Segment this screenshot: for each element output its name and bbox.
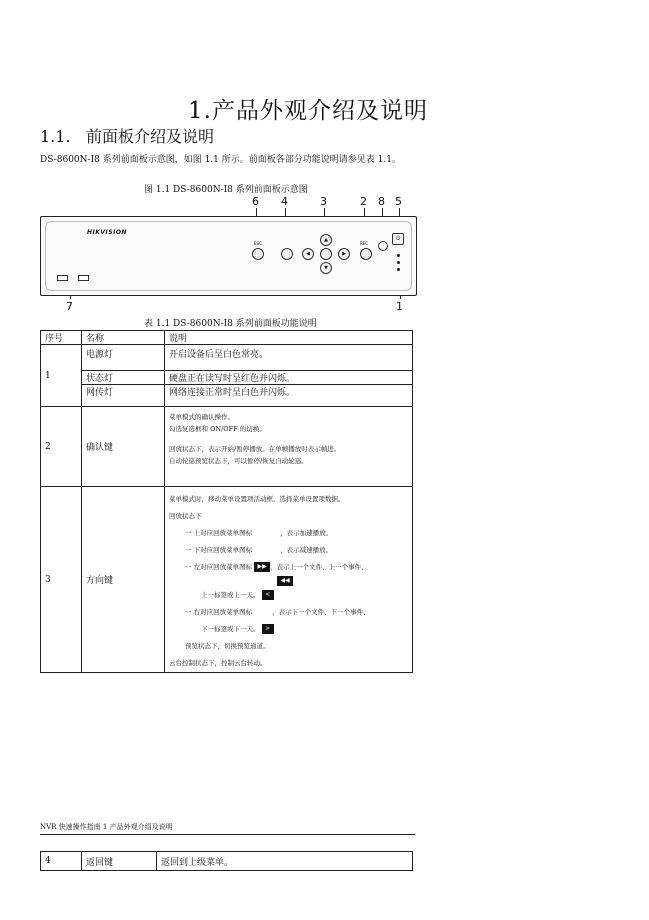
rec-label: REC: [360, 241, 369, 246]
desc-line: [169, 621, 408, 638]
chapter-title: 1.产品外观介绍及说明: [188, 98, 428, 124]
desc-line: 回放状态下，表示开始/暂停播放。在单帧播放时表示帧进。: [169, 445, 341, 453]
intro-paragraph: DS-8600N-I8 系列前面板示意图，如图 1.1 所示。前面板各部分功能说明请参见表 1.1。: [40, 155, 401, 165]
network-led: [397, 261, 400, 264]
row-number: 4: [41, 852, 82, 871]
table-row: [41, 345, 413, 371]
item-name: 电源灯: [82, 345, 165, 371]
item-name: 方向键: [82, 487, 165, 673]
front-panel-function-table: [40, 330, 413, 673]
enter-button: [320, 248, 332, 260]
item-desc: 网络连接正常时呈白色并闪烁。: [165, 385, 413, 407]
callout-8: 8: [378, 195, 385, 208]
left-button: ◀: [302, 248, 314, 260]
esc-label: ESC: [254, 241, 262, 246]
desc-text: 一 上对应回放菜单图标: [185, 529, 253, 537]
table-row: [41, 385, 413, 407]
section-heading: [40, 124, 214, 147]
previous-icon: <: [262, 590, 274, 600]
ir-receiver: [378, 241, 388, 251]
item-desc: [165, 487, 413, 673]
table-row: [41, 487, 413, 673]
callout-2: 2: [360, 195, 367, 208]
item-name: 返回键: [82, 852, 157, 871]
usb-port: [78, 275, 89, 281]
desc-line: 云台控制状态下，控制云台转动。: [169, 659, 267, 667]
section-number: 1.1.: [40, 127, 71, 146]
callout-5: 5: [395, 195, 402, 208]
desc-line: [169, 559, 408, 576]
desc-line: 自动轮巡预览状态下，可以暂停/恢复自动轮巡。: [169, 457, 308, 465]
front-panel-figure: [40, 216, 417, 296]
desc-line: 勾选复选框和 ON/OFF 的切换。: [169, 425, 266, 433]
row-number: 3: [41, 487, 82, 673]
desc-text: 一 下对应回放菜单图标: [185, 546, 253, 554]
footer-rule: [40, 834, 415, 835]
desc-text: 上一标签或上一天。: [201, 591, 260, 599]
desc-text: 下一标签或下一天。: [201, 625, 260, 633]
menu-button: [252, 248, 264, 260]
col-header-no: 序号: [41, 331, 82, 345]
desc-text: 一 左对应回放菜单图标: [185, 563, 253, 571]
desc-line: 预览状态下，切换预览通道。: [185, 642, 270, 650]
callout-6: 6: [252, 195, 259, 208]
item-desc: [165, 407, 413, 487]
desc-line: 回放状态下: [169, 512, 202, 520]
fast-forward-icon: ▶▶: [254, 562, 270, 572]
table-row: [41, 407, 413, 487]
section-title: 前面板介绍及说明: [86, 127, 215, 146]
desc-line: [169, 587, 408, 604]
desc-line: [169, 542, 408, 559]
item-desc: 开启设备后呈白色常亮。: [165, 345, 413, 371]
spacer: [169, 435, 408, 443]
desc-line: [169, 576, 408, 587]
callout-1: 1: [396, 300, 403, 313]
table-caption: 表 1.1 DS-8600N-I8 系列前面板功能说明: [144, 319, 317, 329]
callout-3: 3: [320, 195, 327, 208]
desc-line: [169, 604, 408, 621]
item-desc: 硬盘正在读写时呈红色并闪烁。: [165, 371, 413, 385]
desc-text: ，表示上一个文件、上一个事件、: [270, 563, 368, 571]
back-button: [281, 248, 293, 260]
usb-port: [57, 275, 68, 281]
desc-line: 菜单模式的确认操作。: [169, 413, 234, 421]
table-header-row: [41, 331, 413, 345]
page-footer: NVR 快速操作指南 1 产品外观介绍及说明: [40, 823, 173, 831]
item-desc: 返回到上级菜单。: [157, 852, 413, 871]
figure-caption: 图 1.1 DS-8600N-I8 系列前面板示意图: [144, 185, 308, 195]
item-name: 确认键: [82, 407, 165, 487]
down-button: ▼: [320, 262, 332, 274]
rewind-icon: ◀◀: [277, 576, 293, 586]
desc-text: ，表示加速播放。: [280, 529, 333, 537]
table-row: [41, 852, 413, 871]
row-number: 1: [41, 345, 82, 407]
item-name: 状态灯: [82, 371, 165, 385]
power-button: ⏻: [392, 233, 404, 245]
power-led: [397, 268, 400, 271]
next-icon: >: [262, 624, 274, 634]
brand-logo: HIKVISION: [87, 229, 127, 236]
continued-table: [40, 851, 413, 871]
col-header-desc: 说明: [165, 331, 413, 345]
desc-line: [169, 525, 408, 542]
right-button: ▶: [338, 248, 350, 260]
callout-7: 7: [66, 300, 73, 313]
status-led: [397, 254, 400, 257]
callout-4: 4: [281, 195, 288, 208]
row-number: 2: [41, 407, 82, 487]
up-button: ▲: [320, 234, 332, 246]
desc-line: 菜单模式时，移动菜单设置项活动框，选择菜单设置项数据。: [169, 495, 345, 503]
desc-text: ，表示减速播放。: [280, 546, 333, 554]
table-row: [41, 371, 413, 385]
play-button: [360, 248, 372, 260]
item-name: 网传灯: [82, 385, 165, 407]
desc-text: 一 右对应回放菜单图标: [185, 608, 253, 616]
col-header-name: 名称: [82, 331, 165, 345]
desc-text: ，表示下一个文件、下一个事件、: [272, 608, 370, 616]
